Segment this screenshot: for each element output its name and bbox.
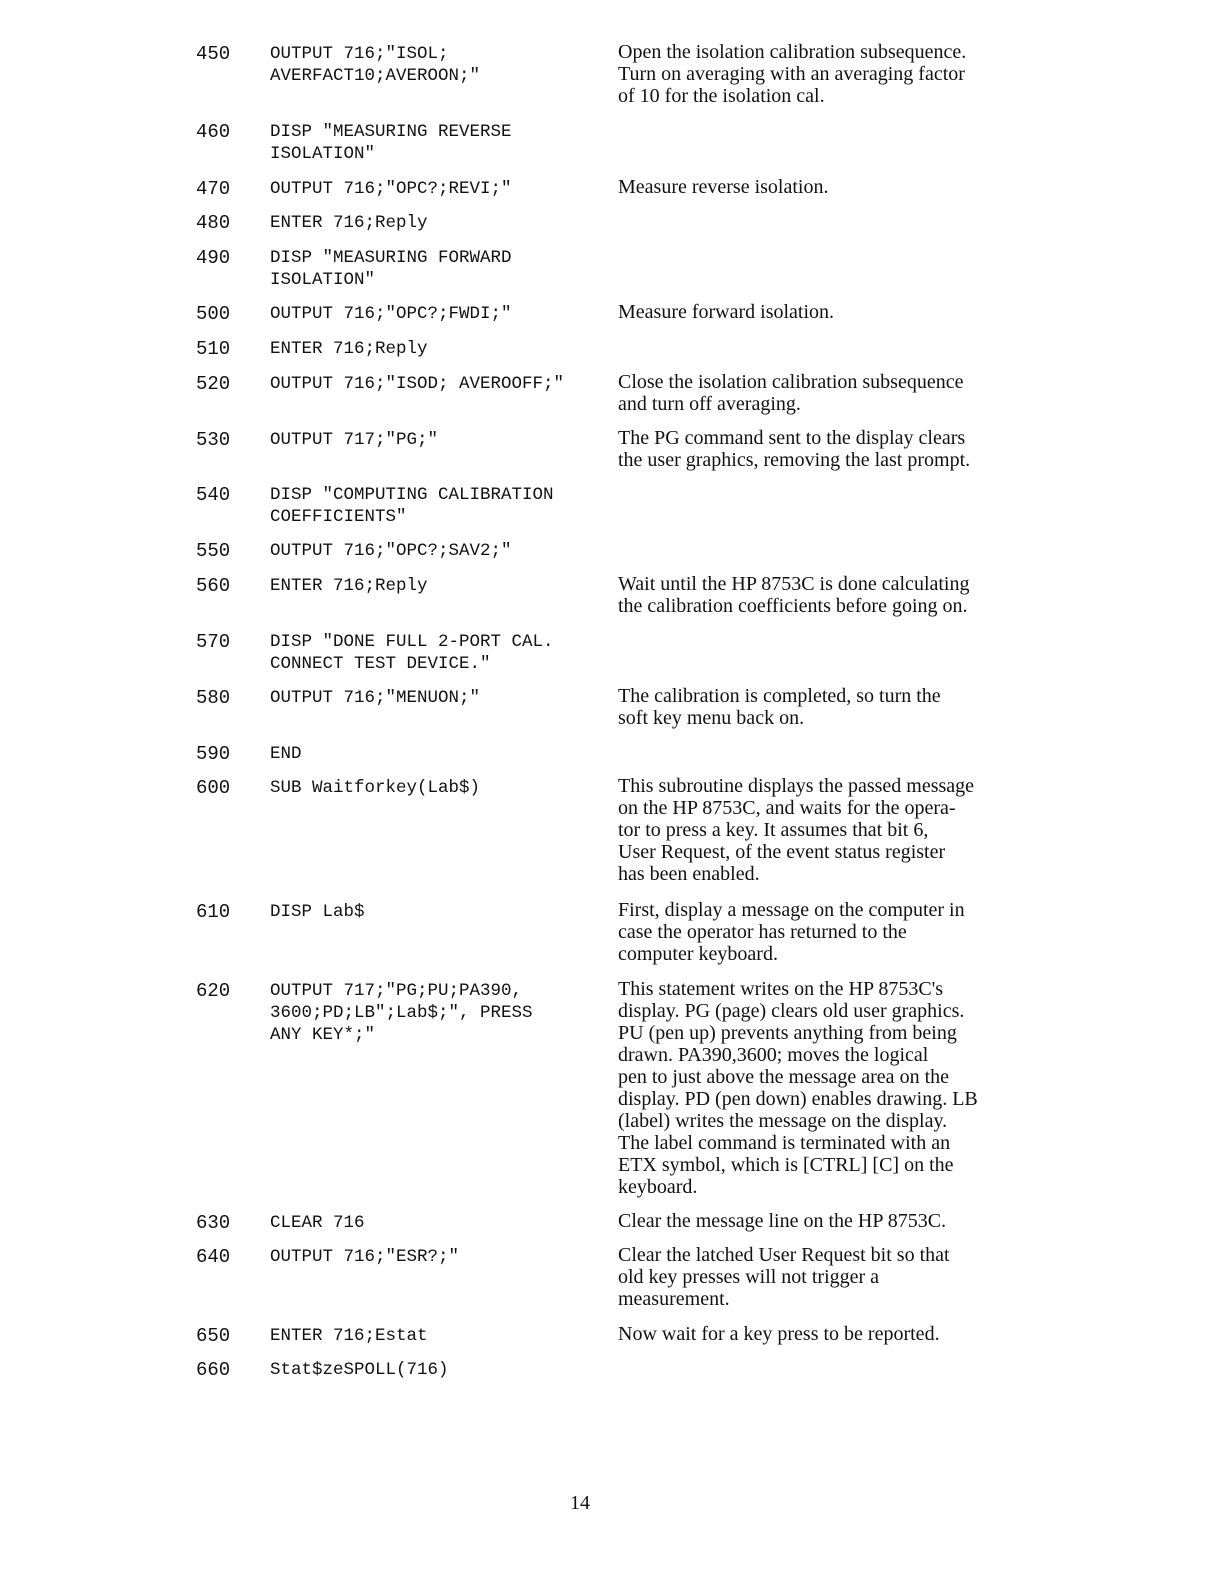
line-description: Close the isolation calibration subsequence and turn off averaging. bbox=[618, 371, 964, 415]
line-description: This statement writes on the HP 8753C's display. PG (page) clears old user graphics. PU (pen up) prevents anything from being drawn. PA390,3600; moves the logical pen to just above the message area on the display. PD (pen down) enables drawing. LB (label) writes the message on the display. The label command is terminated with an ETX symbol, which is [CTRL] [C] on the keyboard. bbox=[618, 978, 978, 1198]
code-statement: ENTER 716;Reply bbox=[270, 576, 428, 596]
code-statement: OUTPUT 716;"OPC?;SAV2;" bbox=[270, 541, 512, 561]
code-statement: ENTER 716;Reply bbox=[270, 339, 428, 359]
line-number: 510 bbox=[196, 338, 231, 360]
line-number: 630 bbox=[196, 1212, 231, 1234]
code-statement: OUTPUT 716;"OPC?;REVI;" bbox=[270, 179, 512, 199]
line-description: Wait until the HP 8753C is done calculating the calibration coefficients before going on. bbox=[618, 573, 970, 617]
line-number: 540 bbox=[196, 484, 231, 506]
line-number: 580 bbox=[196, 687, 231, 709]
line-description: Measure reverse isolation. bbox=[618, 176, 829, 198]
page-number: 14 bbox=[570, 1492, 590, 1514]
line-number: 650 bbox=[196, 1325, 231, 1347]
code-statement: DISP "DONE FULL 2-PORT CAL. CONNECT TEST DEVICE." bbox=[270, 632, 554, 674]
line-description: First, display a message on the computer in case the operator has returned to the computer keyboard. bbox=[618, 899, 965, 965]
code-statement: OUTPUT 717;"PG;PU;PA390, 3600;PD;LB";Lab$;", PRESS ANY KEY*;" bbox=[270, 981, 533, 1045]
code-statement: OUTPUT 716;"ESR?;" bbox=[270, 1247, 460, 1267]
line-number: 500 bbox=[196, 303, 231, 325]
line-number: 460 bbox=[196, 121, 231, 143]
line-number: 590 bbox=[196, 743, 231, 765]
line-number: 530 bbox=[196, 429, 231, 451]
line-description: This subroutine displays the passed message on the HP 8753C, and waits for the opera- tor to press a key. It assumes that bit 6, User Request, of the event status register has been enabled. bbox=[618, 775, 975, 885]
line-number: 480 bbox=[196, 212, 231, 234]
line-number: 660 bbox=[196, 1359, 231, 1381]
line-number: 570 bbox=[196, 631, 231, 653]
line-description: Now wait for a key press to be reported. bbox=[618, 1323, 940, 1345]
code-statement: SUB Waitforkey(Lab$) bbox=[270, 778, 481, 798]
code-statement: END bbox=[270, 744, 302, 764]
code-statement: ENTER 716;Reply bbox=[270, 213, 428, 233]
line-number: 450 bbox=[196, 43, 231, 65]
line-description: Clear the message line on the HP 8753C. bbox=[618, 1210, 947, 1232]
line-description: The PG command sent to the display clears the user graphics, removing the last prompt. bbox=[618, 427, 971, 471]
code-statement: DISP Lab$ bbox=[270, 902, 365, 922]
line-description: Clear the latched User Request bit so that old key presses will not trigger a measurement. bbox=[618, 1244, 950, 1310]
line-number: 560 bbox=[196, 575, 231, 597]
code-statement: OUTPUT 717;"PG;" bbox=[270, 430, 439, 450]
line-number: 600 bbox=[196, 777, 231, 799]
code-statement: OUTPUT 716;"OPC?;FWDI;" bbox=[270, 304, 512, 324]
code-statement: OUTPUT 716;"ISOD; AVEROOFF;" bbox=[270, 374, 565, 394]
code-statement: DISP "MEASURING REVERSE ISOLATION" bbox=[270, 122, 512, 164]
line-number: 620 bbox=[196, 980, 231, 1002]
line-number: 610 bbox=[196, 901, 231, 923]
code-statement: DISP "MEASURING FORWARD ISOLATION" bbox=[270, 248, 512, 290]
line-number: 470 bbox=[196, 178, 231, 200]
line-description: The calibration is completed, so turn the soft key menu back on. bbox=[618, 685, 941, 729]
line-number: 490 bbox=[196, 247, 231, 269]
code-statement: OUTPUT 716;"MENUON;" bbox=[270, 688, 481, 708]
line-number: 550 bbox=[196, 540, 231, 562]
code-statement: Stat$zeSPOLL(716) bbox=[270, 1360, 449, 1380]
code-statement: DISP "COMPUTING CALIBRATION COEFFICIENTS" bbox=[270, 485, 554, 527]
line-description: Open the isolation calibration subsequence. Turn on averaging with an averaging factor of 10 for the isolation cal. bbox=[618, 41, 967, 107]
code-statement: ENTER 716;Estat bbox=[270, 1326, 428, 1346]
line-number: 640 bbox=[196, 1246, 231, 1268]
line-number: 520 bbox=[196, 373, 231, 395]
line-description: Measure forward isolation. bbox=[618, 301, 835, 323]
code-statement: CLEAR 716 bbox=[270, 1213, 365, 1233]
code-statement: OUTPUT 716;"ISOL; AVERFACT10;AVEROON;" bbox=[270, 44, 481, 86]
